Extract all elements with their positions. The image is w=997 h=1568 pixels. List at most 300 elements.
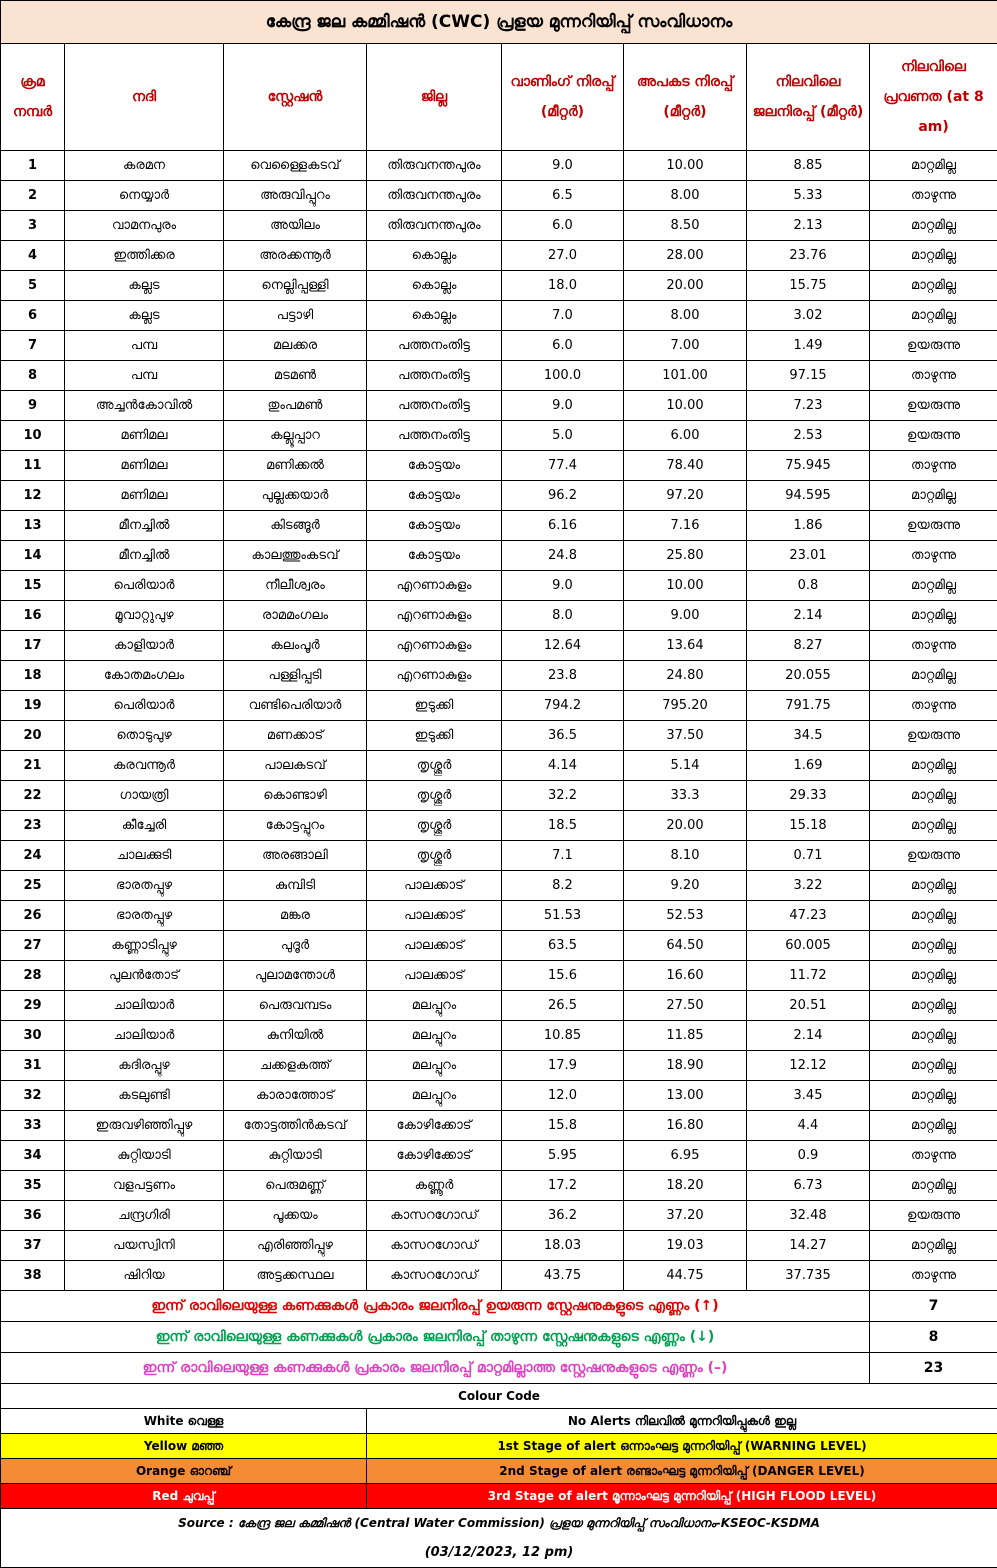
serial-number: 28 xyxy=(1,961,65,991)
station-name: കുറ്റിയാടി xyxy=(224,1141,367,1171)
warning-level: 96.2 xyxy=(502,481,624,511)
river-name: കീച്ചേരി xyxy=(65,811,224,841)
colour-code-row xyxy=(1,1459,997,1484)
trend: മാറ്റമില്ല xyxy=(870,1021,997,1051)
river-name: മീനച്ചിൽ xyxy=(65,541,224,571)
table-row xyxy=(1,1261,997,1291)
trend: മാറ്റമില്ല xyxy=(870,961,997,991)
current-level: 3.22 xyxy=(747,871,870,901)
station-name: തുംപമൺ xyxy=(224,391,367,421)
table-row xyxy=(1,451,997,481)
trend: മാറ്റമില്ല xyxy=(870,811,997,841)
station-name: അരുവിപ്പുറം xyxy=(224,181,367,211)
warning-level: 18.0 xyxy=(502,271,624,301)
warning-level: 27.0 xyxy=(502,241,624,271)
serial-number: 13 xyxy=(1,511,65,541)
river-name: ചന്ദ്രഗിരി xyxy=(65,1201,224,1231)
header-num: ക്രമ നമ്പർ xyxy=(1,44,65,151)
warning-level: 32.2 xyxy=(502,781,624,811)
colour-code-title-row xyxy=(1,1384,997,1409)
serial-number: 32 xyxy=(1,1081,65,1111)
header-row xyxy=(1,44,997,151)
colour-code-meaning: 2nd Stage of alert രണ്ടാംഘട്ട മുന്നറിയിപ്പ് (DANGER LEVEL) xyxy=(367,1459,997,1484)
header-station: സ്റ്റേഷൻ xyxy=(224,44,367,151)
serial-number: 19 xyxy=(1,691,65,721)
trend: മാറ്റമില്ല xyxy=(870,1171,997,1201)
current-level: 47.23 xyxy=(747,901,870,931)
district-name: തൃശ്ശൂർ xyxy=(367,811,502,841)
table-row xyxy=(1,841,997,871)
district-name: പാലക്കാട് xyxy=(367,871,502,901)
danger-level: 8.00 xyxy=(624,301,747,331)
river-name: ഭാരതപ്പുഴ xyxy=(65,901,224,931)
danger-level: 20.00 xyxy=(624,811,747,841)
current-level: 5.33 xyxy=(747,181,870,211)
table-row xyxy=(1,331,997,361)
current-level: 791.75 xyxy=(747,691,870,721)
warning-level: 12.0 xyxy=(502,1081,624,1111)
table-row xyxy=(1,481,997,511)
station-name: നീലീശ്വരം xyxy=(224,571,367,601)
serial-number: 27 xyxy=(1,931,65,961)
danger-level: 25.80 xyxy=(624,541,747,571)
river-name: ഭാരതപ്പുഴ xyxy=(65,871,224,901)
serial-number: 7 xyxy=(1,331,65,361)
warning-level: 6.16 xyxy=(502,511,624,541)
warning-level: 17.9 xyxy=(502,1051,624,1081)
trend: ഉയരുന്നു xyxy=(870,511,997,541)
current-level: 15.18 xyxy=(747,811,870,841)
table-row xyxy=(1,901,997,931)
river-name: ചാലക്കുടി xyxy=(65,841,224,871)
warning-level: 63.5 xyxy=(502,931,624,961)
summary-steady-label: ഇന്ന് രാവിലെയുള്ള കണക്കുകൾ പ്രകാരം ജലനിരപ്പ് മാറ്റമില്ലാത്ത സ്റ്റേഷനുകളുടെ എണ്ണം (–) xyxy=(1,1353,870,1384)
station-name: കല്ലൂപ്പാറ xyxy=(224,421,367,451)
warning-level: 4.14 xyxy=(502,751,624,781)
river-name: വളപട്ടണം xyxy=(65,1171,224,1201)
danger-level: 44.75 xyxy=(624,1261,747,1291)
river-name: പയസ്വിനി xyxy=(65,1231,224,1261)
serial-number: 3 xyxy=(1,211,65,241)
trend: മാറ്റമില്ല xyxy=(870,781,997,811)
danger-level: 37.20 xyxy=(624,1201,747,1231)
station-name: പട്ടാഴി xyxy=(224,301,367,331)
district-name: തിരുവനന്തപുരം xyxy=(367,211,502,241)
serial-number: 29 xyxy=(1,991,65,1021)
warning-level: 100.0 xyxy=(502,361,624,391)
warning-level: 36.5 xyxy=(502,721,624,751)
district-name: മലപ്പുറം xyxy=(367,1051,502,1081)
table-row xyxy=(1,241,997,271)
river-name: ഇത്തിക്കര xyxy=(65,241,224,271)
danger-level: 28.00 xyxy=(624,241,747,271)
summary-falling-count: 8 xyxy=(870,1322,997,1353)
table-row xyxy=(1,991,997,1021)
district-name: കാസറഗോഡ് xyxy=(367,1201,502,1231)
table-row xyxy=(1,511,997,541)
river-name: കല്ലട xyxy=(65,301,224,331)
table-row xyxy=(1,961,997,991)
trend: മാറ്റമില്ല xyxy=(870,661,997,691)
danger-level: 13.64 xyxy=(624,631,747,661)
table-row xyxy=(1,1021,997,1051)
serial-number: 22 xyxy=(1,781,65,811)
trend: താഴുന്നു xyxy=(870,361,997,391)
summary-rising-count: 7 xyxy=(870,1291,997,1322)
district-name: എറണാകുളം xyxy=(367,631,502,661)
warning-level: 15.8 xyxy=(502,1111,624,1141)
danger-level: 10.00 xyxy=(624,391,747,421)
table-row xyxy=(1,541,997,571)
warning-level: 15.6 xyxy=(502,961,624,991)
header-river: നദി xyxy=(65,44,224,151)
danger-level: 18.90 xyxy=(624,1051,747,1081)
river-name: വാമനപുരം xyxy=(65,211,224,241)
warning-level: 7.1 xyxy=(502,841,624,871)
serial-number: 21 xyxy=(1,751,65,781)
district-name: തിരുവനന്തപുരം xyxy=(367,151,502,181)
river-name: കണ്ണാടിപ്പുഴ xyxy=(65,931,224,961)
serial-number: 16 xyxy=(1,601,65,631)
trend: മാറ്റമില്ല xyxy=(870,1051,997,1081)
river-name: പെരിയാർ xyxy=(65,571,224,601)
colour-code-row xyxy=(1,1434,997,1459)
station-name: കാരാത്തോട് xyxy=(224,1081,367,1111)
district-name: കൊല്ലം xyxy=(367,301,502,331)
station-name: വെള്ളൈകടവ് xyxy=(224,151,367,181)
trend: ഉയരുന്നു xyxy=(870,721,997,751)
station-name: തോട്ടത്തിൻകടവ് xyxy=(224,1111,367,1141)
colour-code-meaning: 1st Stage of alert ഒന്നാംഘട്ട മുന്നറിയിപ്പ് (WARNING LEVEL) xyxy=(367,1434,997,1459)
river-name: നെയ്യാർ xyxy=(65,181,224,211)
district-name: ഇടുക്കി xyxy=(367,721,502,751)
current-level: 2.14 xyxy=(747,601,870,631)
river-name: അച്ചൻകോവിൽ xyxy=(65,391,224,421)
danger-level: 33.3 xyxy=(624,781,747,811)
river-name: മണിമല xyxy=(65,451,224,481)
trend: താഴുന്നു xyxy=(870,451,997,481)
station-name: കുനിയിൽ xyxy=(224,1021,367,1051)
current-level: 37.735 xyxy=(747,1261,870,1291)
current-level: 15.75 xyxy=(747,271,870,301)
warning-level: 24.8 xyxy=(502,541,624,571)
station-name: മങ്കര xyxy=(224,901,367,931)
serial-number: 30 xyxy=(1,1021,65,1051)
header-danger-level: അപകട നിരപ്പ് (മീറ്റർ) xyxy=(624,44,747,151)
serial-number: 17 xyxy=(1,631,65,661)
trend: താഴുന്നു xyxy=(870,691,997,721)
table-row xyxy=(1,1081,997,1111)
river-name: കരവന്നൂർ xyxy=(65,751,224,781)
table-row xyxy=(1,271,997,301)
current-level: 75.945 xyxy=(747,451,870,481)
district-name: പത്തനംതിട്ട xyxy=(367,331,502,361)
danger-level: 19.03 xyxy=(624,1231,747,1261)
serial-number: 9 xyxy=(1,391,65,421)
header-district: ജില്ല xyxy=(367,44,502,151)
current-level: 34.5 xyxy=(747,721,870,751)
header-warning-level: വാണിംഗ് നിരപ്പ് (മീറ്റർ) xyxy=(502,44,624,151)
station-name: മലക്കര xyxy=(224,331,367,361)
trend: ഉയരുന്നു xyxy=(870,1201,997,1231)
district-name: കോട്ടയം xyxy=(367,451,502,481)
warning-level: 9.0 xyxy=(502,571,624,601)
current-level: 29.33 xyxy=(747,781,870,811)
station-name: വണ്ടിപെരിയാർ xyxy=(224,691,367,721)
warning-level: 6.5 xyxy=(502,181,624,211)
trend: മാറ്റമില്ല xyxy=(870,241,997,271)
current-level: 1.69 xyxy=(747,751,870,781)
station-name: പൂക്കയം xyxy=(224,1201,367,1231)
current-level: 0.8 xyxy=(747,571,870,601)
warning-level: 5.0 xyxy=(502,421,624,451)
colour-code-colour: Orange ഓറഞ്ച് xyxy=(1,1459,367,1484)
current-level: 1.86 xyxy=(747,511,870,541)
current-level: 8.85 xyxy=(747,151,870,181)
table-row xyxy=(1,721,997,751)
river-name: മണിമല xyxy=(65,481,224,511)
river-name: പമ്പ xyxy=(65,361,224,391)
trend: ഉയരുന്നു xyxy=(870,391,997,421)
colour-code-row xyxy=(1,1484,997,1509)
danger-level: 6.00 xyxy=(624,421,747,451)
district-name: കോഴിക്കോട് xyxy=(367,1111,502,1141)
warning-level: 77.4 xyxy=(502,451,624,481)
station-name: അയിലം xyxy=(224,211,367,241)
warning-level: 17.2 xyxy=(502,1171,624,1201)
station-name: മണിക്കൽ xyxy=(224,451,367,481)
river-name: ഷിറിയ xyxy=(65,1261,224,1291)
current-level: 3.02 xyxy=(747,301,870,331)
current-level: 60.005 xyxy=(747,931,870,961)
district-name: പത്തനംതിട്ട xyxy=(367,361,502,391)
district-name: പത്തനംതിട്ട xyxy=(367,421,502,451)
district-name: ഇടുക്കി xyxy=(367,691,502,721)
district-name: കോട്ടയം xyxy=(367,481,502,511)
serial-number: 18 xyxy=(1,661,65,691)
table-row xyxy=(1,631,997,661)
serial-number: 37 xyxy=(1,1231,65,1261)
trend: ഉയരുന്നു xyxy=(870,331,997,361)
current-level: 8.27 xyxy=(747,631,870,661)
danger-level: 16.60 xyxy=(624,961,747,991)
trend: മാറ്റമില്ല xyxy=(870,271,997,301)
district-name: തിരുവനന്തപുരം xyxy=(367,181,502,211)
trend: താഴുന്നു xyxy=(870,1141,997,1171)
table-row xyxy=(1,601,997,631)
warning-level: 5.95 xyxy=(502,1141,624,1171)
current-level: 2.53 xyxy=(747,421,870,451)
page-title: കേന്ദ്ര ജല കമ്മിഷൻ (CWC) പ്രളയ മുന്നറിയിപ്പ് സംവിധാനം xyxy=(1,1,997,44)
danger-level: 5.14 xyxy=(624,751,747,781)
district-name: കൊല്ലം xyxy=(367,271,502,301)
current-level: 32.48 xyxy=(747,1201,870,1231)
district-name: എറണാകുളം xyxy=(367,601,502,631)
station-name: ചക്കളകത്ത് xyxy=(224,1051,367,1081)
current-level: 11.72 xyxy=(747,961,870,991)
current-level: 4.4 xyxy=(747,1111,870,1141)
danger-level: 11.85 xyxy=(624,1021,747,1051)
station-name: രാമമംഗലം xyxy=(224,601,367,631)
trend: താഴുന്നു xyxy=(870,541,997,571)
station-name: പാലകടവ് xyxy=(224,751,367,781)
river-name: കോതമംഗലം xyxy=(65,661,224,691)
river-name: മണിമല xyxy=(65,421,224,451)
warning-level: 6.0 xyxy=(502,211,624,241)
header-current-level: നിലവിലെ ജലനിരപ്പ് (മീറ്റർ) xyxy=(747,44,870,151)
district-name: എറണാകുളം xyxy=(367,661,502,691)
colour-code-meaning: 3rd Stage of alert മൂന്നാംഘട്ട മുന്നറിയിപ്പ് (HIGH FLOOD LEVEL) xyxy=(367,1484,997,1509)
current-level: 97.15 xyxy=(747,361,870,391)
table-row xyxy=(1,211,997,241)
trend: മാറ്റമില്ല xyxy=(870,601,997,631)
summary-falling-row xyxy=(1,1322,997,1353)
danger-level: 7.16 xyxy=(624,511,747,541)
district-name: മലപ്പുറം xyxy=(367,991,502,1021)
table-row xyxy=(1,1201,997,1231)
danger-level: 52.53 xyxy=(624,901,747,931)
trend: താഴുന്നു xyxy=(870,631,997,661)
serial-number: 20 xyxy=(1,721,65,751)
serial-number: 10 xyxy=(1,421,65,451)
serial-number: 1 xyxy=(1,151,65,181)
current-level: 94.595 xyxy=(747,481,870,511)
current-level: 23.01 xyxy=(747,541,870,571)
station-name: കാലത്തുംകടവ് xyxy=(224,541,367,571)
danger-level: 16.80 xyxy=(624,1111,747,1141)
river-name: ഇരുവഴിഞ്ഞിപ്പുഴ xyxy=(65,1111,224,1141)
colour-code-colour: Red ചുവപ്പ് xyxy=(1,1484,367,1509)
river-name: കദിരപ്പുഴ xyxy=(65,1051,224,1081)
table-row xyxy=(1,421,997,451)
station-name: പെരുവമ്പടം xyxy=(224,991,367,1021)
danger-level: 10.00 xyxy=(624,151,747,181)
serial-number: 2 xyxy=(1,181,65,211)
table-row xyxy=(1,1231,997,1261)
district-name: തൃശ്ശൂർ xyxy=(367,841,502,871)
table-row xyxy=(1,301,997,331)
station-name: മണക്കാട് xyxy=(224,721,367,751)
station-name: അരക്കന്നൂർ xyxy=(224,241,367,271)
serial-number: 15 xyxy=(1,571,65,601)
colour-code-row xyxy=(1,1409,997,1434)
station-name: അട്ടക്കസ്ഥല xyxy=(224,1261,367,1291)
serial-number: 6 xyxy=(1,301,65,331)
danger-level: 101.00 xyxy=(624,361,747,391)
table-row xyxy=(1,781,997,811)
trend: താഴുന്നു xyxy=(870,1261,997,1291)
table-row xyxy=(1,1051,997,1081)
trend: മാറ്റമില്ല xyxy=(870,901,997,931)
danger-level: 6.95 xyxy=(624,1141,747,1171)
table-row xyxy=(1,871,997,901)
table-body xyxy=(1,151,997,1291)
trend: മാറ്റമില്ല xyxy=(870,931,997,961)
danger-level: 20.00 xyxy=(624,271,747,301)
district-name: മലപ്പുറം xyxy=(367,1021,502,1051)
serial-number: 24 xyxy=(1,841,65,871)
station-name: പെരുമണ്ണ് xyxy=(224,1171,367,1201)
serial-number: 12 xyxy=(1,481,65,511)
serial-number: 36 xyxy=(1,1201,65,1231)
danger-level: 8.50 xyxy=(624,211,747,241)
source-row xyxy=(1,1509,997,1539)
summary-steady-count: 23 xyxy=(870,1353,997,1384)
warning-level: 7.0 xyxy=(502,301,624,331)
table-row xyxy=(1,1141,997,1171)
table-row xyxy=(1,361,997,391)
station-name: കൊണ്ടാഴി xyxy=(224,781,367,811)
current-level: 14.27 xyxy=(747,1231,870,1261)
current-level: 23.76 xyxy=(747,241,870,271)
warning-level: 8.0 xyxy=(502,601,624,631)
river-name: തൊടുപുഴ xyxy=(65,721,224,751)
table-row xyxy=(1,931,997,961)
danger-level: 9.00 xyxy=(624,601,747,631)
trend: മാറ്റമില്ല xyxy=(870,1231,997,1261)
serial-number: 14 xyxy=(1,541,65,571)
current-level: 2.13 xyxy=(747,211,870,241)
serial-number: 34 xyxy=(1,1141,65,1171)
river-name: പെരിയാർ xyxy=(65,691,224,721)
trend: മാറ്റമില്ല xyxy=(870,301,997,331)
warning-level: 43.75 xyxy=(502,1261,624,1291)
river-name: ചാലിയാർ xyxy=(65,1021,224,1051)
serial-number: 23 xyxy=(1,811,65,841)
trend: മാറ്റമില്ല xyxy=(870,871,997,901)
danger-level: 24.80 xyxy=(624,661,747,691)
river-name: കരമന xyxy=(65,151,224,181)
district-name: കൊല്ലം xyxy=(367,241,502,271)
colour-code-title: Colour Code xyxy=(1,1384,997,1409)
river-name: ഗായത്രി xyxy=(65,781,224,811)
district-name: കാസറഗോഡ് xyxy=(367,1261,502,1291)
warning-level: 26.5 xyxy=(502,991,624,1021)
trend: മാറ്റമില്ല xyxy=(870,211,997,241)
header-trend: നിലവിലെ പ്രവണത (at 8 am) xyxy=(870,44,997,151)
serial-number: 38 xyxy=(1,1261,65,1291)
danger-level: 795.20 xyxy=(624,691,747,721)
danger-level: 13.00 xyxy=(624,1081,747,1111)
district-name: പാലക്കാട് xyxy=(367,901,502,931)
district-name: തൃശ്ശൂർ xyxy=(367,781,502,811)
river-name: ചാലിയാർ xyxy=(65,991,224,1021)
warning-level: 6.0 xyxy=(502,331,624,361)
current-level: 0.9 xyxy=(747,1141,870,1171)
table-row xyxy=(1,571,997,601)
danger-level: 9.20 xyxy=(624,871,747,901)
current-level: 12.12 xyxy=(747,1051,870,1081)
serial-number: 25 xyxy=(1,871,65,901)
river-name: മൂവാറ്റുപുഴ xyxy=(65,601,224,631)
station-name: മടമൺ xyxy=(224,361,367,391)
warning-level: 51.53 xyxy=(502,901,624,931)
serial-number: 35 xyxy=(1,1171,65,1201)
trend: മാറ്റമില്ല xyxy=(870,991,997,1021)
table-row xyxy=(1,691,997,721)
station-name: കോട്ടപ്പുറം xyxy=(224,811,367,841)
river-name: കാളിയാർ xyxy=(65,631,224,661)
table-row xyxy=(1,811,997,841)
trend: മാറ്റമില്ല xyxy=(870,1081,997,1111)
danger-level: 8.10 xyxy=(624,841,747,871)
source-note: Source : കേന്ദ്ര ജല കമ്മിഷൻ (Central Water Commission) പ്രളയ മുന്നറിയിപ്പ് സംവിധാനം-KSEOC-KSDMA xyxy=(1,1509,997,1539)
warning-level: 36.2 xyxy=(502,1201,624,1231)
station-name: കലംപൂർ xyxy=(224,631,367,661)
table-row xyxy=(1,661,997,691)
summary-falling-label: ഇന്ന് രാവിലെയുള്ള കണക്കുകൾ പ്രകാരം ജലനിരപ്പ് താഴുന്ന സ്റ്റേഷനുകളുടെ എണ്ണം (↓) xyxy=(1,1322,870,1353)
district-name: കാസറഗോഡ് xyxy=(367,1231,502,1261)
